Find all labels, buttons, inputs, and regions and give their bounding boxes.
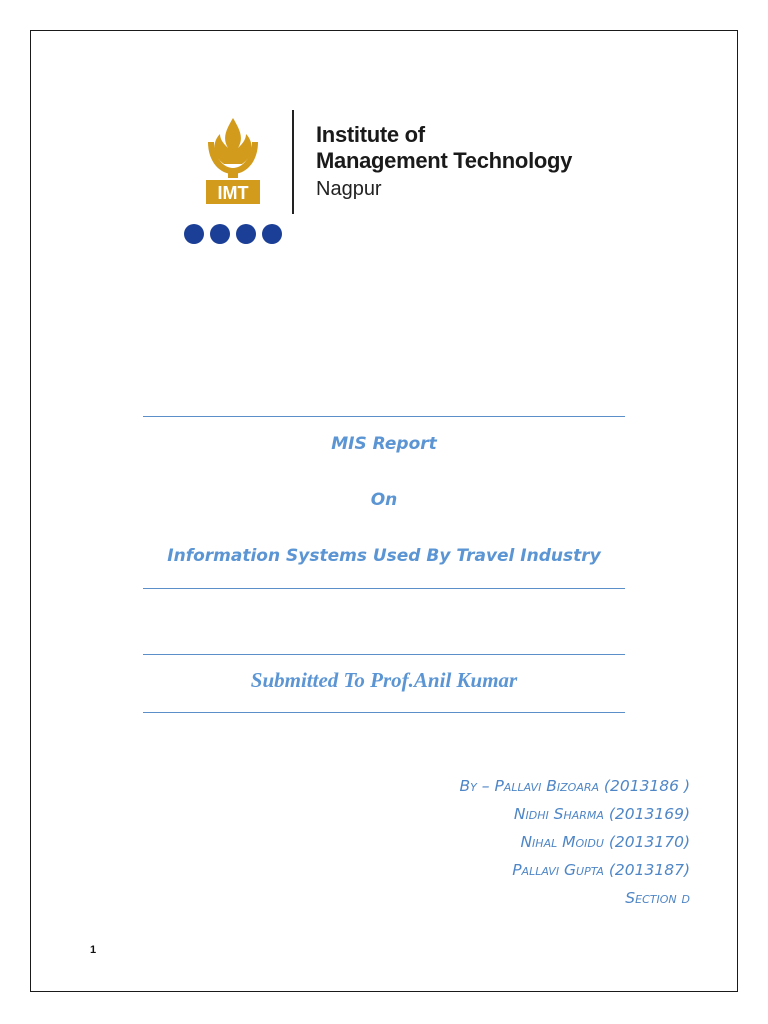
logo-dots: [184, 224, 282, 244]
report-on: On: [370, 490, 398, 510]
logo-dot-icon: [236, 224, 256, 244]
submitted-rule-top: [143, 654, 625, 655]
author-list: [459, 772, 690, 912]
title-rule-bottom: [143, 588, 625, 589]
emblem-label: IMT: [217, 183, 249, 203]
institute-logo: [180, 108, 600, 253]
author-line: Nihal Moidu (2013170): [520, 833, 690, 851]
logo-line-3: Nagpur: [316, 177, 382, 200]
logo-line-2: Management Technology: [316, 148, 573, 174]
author-line: Pallavi Gupta (2013187): [512, 861, 690, 879]
section-line: Section d: [625, 889, 690, 907]
report-subject: Information Systems Used By Travel Industry: [167, 546, 601, 566]
author-line: By – Pallavi Bizoara (2013186 ): [459, 777, 690, 795]
title-rule-top: [143, 416, 625, 417]
imt-emblem-icon: [202, 112, 264, 212]
logo-dot-icon: [210, 224, 230, 244]
submitted-rule-bottom: [143, 712, 625, 713]
logo-wordmark: [316, 122, 572, 201]
logo-divider: [292, 110, 294, 214]
logo-line-1: Institute of: [316, 122, 425, 147]
page-number: 1: [90, 944, 97, 956]
report-title: MIS Report: [331, 434, 437, 454]
submitted-to: Submitted To Prof.Anil Kumar: [250, 668, 518, 692]
author-line: Nidhi Sharma (2013169): [513, 805, 690, 823]
logo-dot-icon: [184, 224, 204, 244]
logo-dot-icon: [262, 224, 282, 244]
